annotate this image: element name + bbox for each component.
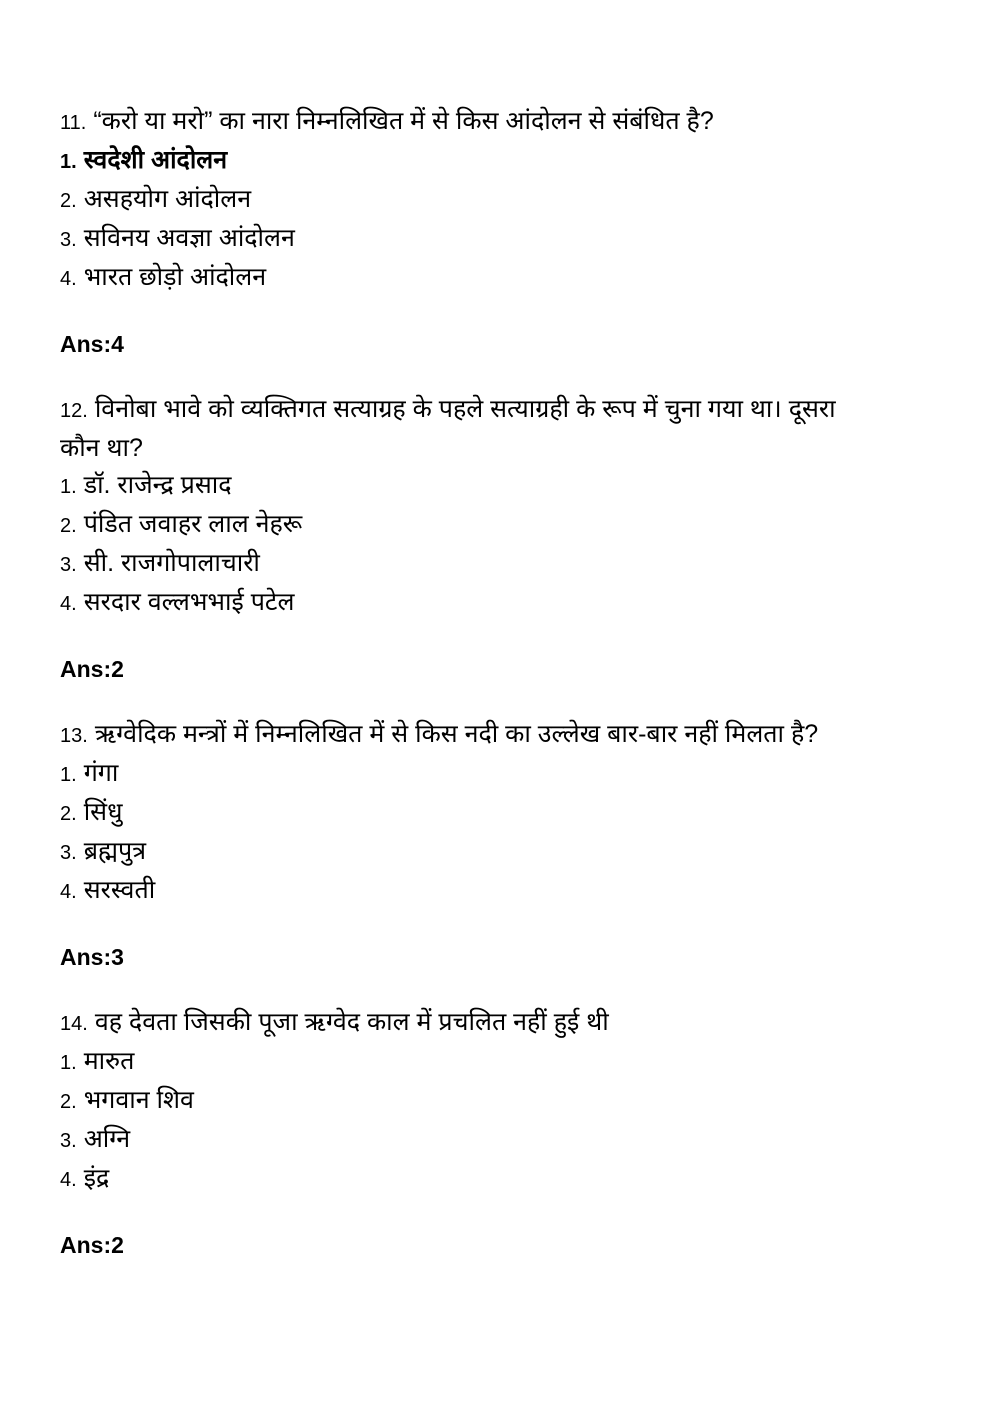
option-number: 2.	[60, 515, 77, 537]
option	[60, 181, 942, 220]
option	[60, 467, 942, 506]
option	[60, 1043, 942, 1082]
question-line: ऋग्वेदिक मन्त्रों में निम्नलिखित में से किस नदी का उल्लेख बार-बार नहीं मिलता है?	[94, 720, 819, 748]
question-number: 14.	[60, 1013, 88, 1035]
option-text: असहयोग आंदोलन	[83, 185, 252, 213]
option-number: 3.	[60, 229, 77, 251]
option	[60, 872, 942, 911]
question-line: वह देवता जिसकी पूजा ऋग्वेद काल में प्रचलित नहीं हुई थी	[94, 1008, 609, 1036]
option-text: इंद्र	[83, 1164, 110, 1192]
option	[60, 545, 942, 584]
option-text: भगवान शिव	[83, 1086, 194, 1114]
option	[60, 584, 942, 623]
option	[60, 506, 942, 545]
option	[60, 259, 942, 298]
option-number: 3.	[60, 554, 77, 576]
answer-label: Ans:2	[60, 1232, 124, 1258]
option-number: 1.	[60, 764, 77, 786]
option-text: भारत छोड़ो आंदोलन	[83, 263, 267, 291]
option-number: 1.	[60, 476, 77, 498]
question-text-line2: कौन था?	[60, 434, 143, 462]
option-number: 2.	[60, 803, 77, 825]
option-text: मारुत	[83, 1047, 135, 1075]
answer-label: Ans:3	[60, 944, 124, 970]
option	[60, 833, 942, 872]
question-text	[60, 391, 942, 430]
question-text	[60, 103, 942, 142]
option-text: डॉ. राजेन्द्र प्रसाद	[83, 471, 232, 499]
option-number: 4.	[60, 1169, 77, 1191]
option	[60, 755, 942, 794]
option-number: 1.	[60, 151, 77, 173]
option-text: सी. राजगोपालाचारी	[83, 549, 260, 577]
option-text: सिंधु	[83, 798, 123, 826]
option-number: 2.	[60, 190, 77, 212]
option	[60, 1121, 942, 1160]
option	[60, 220, 942, 259]
option-number: 4.	[60, 268, 77, 290]
option-number: 3.	[60, 1130, 77, 1152]
question-block-14	[60, 1004, 942, 1264]
question-block-12	[60, 391, 942, 688]
option-number: 3.	[60, 842, 77, 864]
option-text: सरदार वल्लभभाई पटेल	[83, 588, 295, 616]
option	[60, 1160, 942, 1199]
option-number: 4.	[60, 593, 77, 615]
question-text	[60, 716, 942, 755]
option-number: 4.	[60, 881, 77, 903]
option-number: 1.	[60, 1052, 77, 1074]
option	[60, 1082, 942, 1121]
option	[60, 794, 942, 833]
option-text: सविनय अवज्ञा आंदोलन	[83, 224, 295, 252]
option	[60, 142, 942, 181]
question-line: विनोबा भावे को व्यक्तिगत सत्याग्रह के पहले सत्याग्रही के रूप में चुना गया था। दूसरा	[94, 395, 836, 423]
question-block-11	[60, 103, 942, 363]
question-block-13	[60, 716, 942, 976]
question-number: 11.	[60, 112, 87, 134]
question-line: “करो या मरो” का नारा निम्नलिखित में से किस आंदोलन से संबंधित है?	[93, 107, 714, 135]
option-text: ब्रह्मपुत्र	[83, 837, 146, 865]
question-text	[60, 1004, 942, 1043]
option-text: गंगा	[83, 759, 119, 787]
question-number: 13.	[60, 725, 88, 747]
question-number: 12.	[60, 400, 88, 422]
option-text: अग्नि	[83, 1125, 131, 1153]
option-number: 2.	[60, 1091, 77, 1113]
answer-label: Ans:4	[60, 331, 124, 357]
option-text: सरस्वती	[83, 876, 156, 904]
option-text: स्वदेशी आंदोलन	[83, 146, 228, 174]
option-text: पंडित जवाहर लाल नेहरू	[83, 510, 303, 538]
answer-label: Ans:2	[60, 656, 124, 682]
